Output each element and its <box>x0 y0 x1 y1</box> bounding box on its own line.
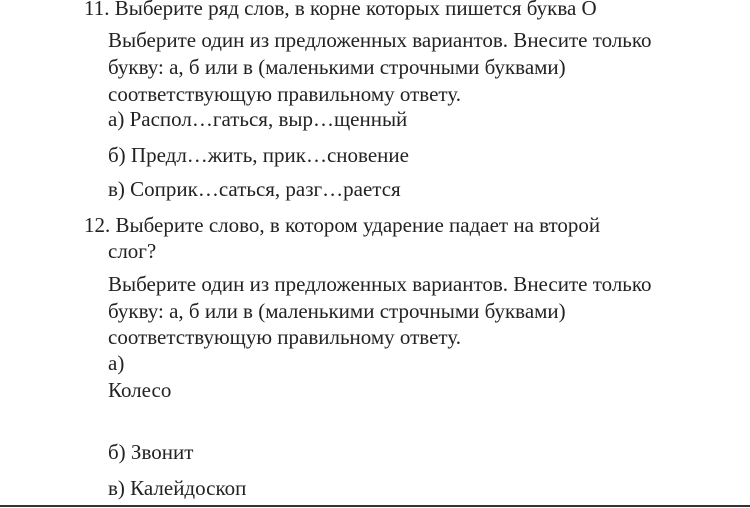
question-11-option-c[interactable]: в) Соприк…саться, разг…рается <box>108 177 401 201</box>
question-12-option-a-letter[interactable]: а) <box>108 351 125 375</box>
bottom-divider <box>0 505 750 507</box>
question-12-title <box>84 212 600 238</box>
question-11-number: 11. <box>84 0 110 20</box>
question-11-text: Выберите ряд слов, в корне которых пишется буква О <box>114 0 597 20</box>
question-12-text-line-2: слог? <box>108 239 157 263</box>
question-12-option-c[interactable]: в) Калейдоскоп <box>108 476 247 500</box>
question-12-instruction-line-1: Выберите один из предложенных вариантов. Внесите только <box>108 272 652 296</box>
question-11-option-b[interactable]: б) Предл…жить, прик…сновение <box>108 143 409 167</box>
question-11-instruction-line-3: соответствующую правильному ответу. <box>108 82 461 106</box>
question-11-instruction-line-1: Выберите один из предложенных вариантов. Внесите только <box>108 28 652 52</box>
question-11-option-a[interactable]: а) Распол…гаться, выр…щенный <box>108 107 408 131</box>
question-12-instruction-line-2: букву: а, б или в (маленькими строчными буквами) <box>108 299 566 323</box>
question-12-option-a-word[interactable]: Колесо <box>108 378 172 402</box>
question-12-option-b[interactable]: б) Звонит <box>108 440 194 464</box>
question-11-instruction-line-2: букву: а, б или в (маленькими строчными буквами) <box>108 55 566 79</box>
question-12-number: 12. <box>84 213 111 237</box>
question-12-instruction-line-3: соответствующую правильному ответу. <box>108 325 461 349</box>
question-11-title <box>84 0 597 21</box>
question-12-text-line-1: Выберите слово, в котором ударение падает на второй <box>115 213 601 237</box>
